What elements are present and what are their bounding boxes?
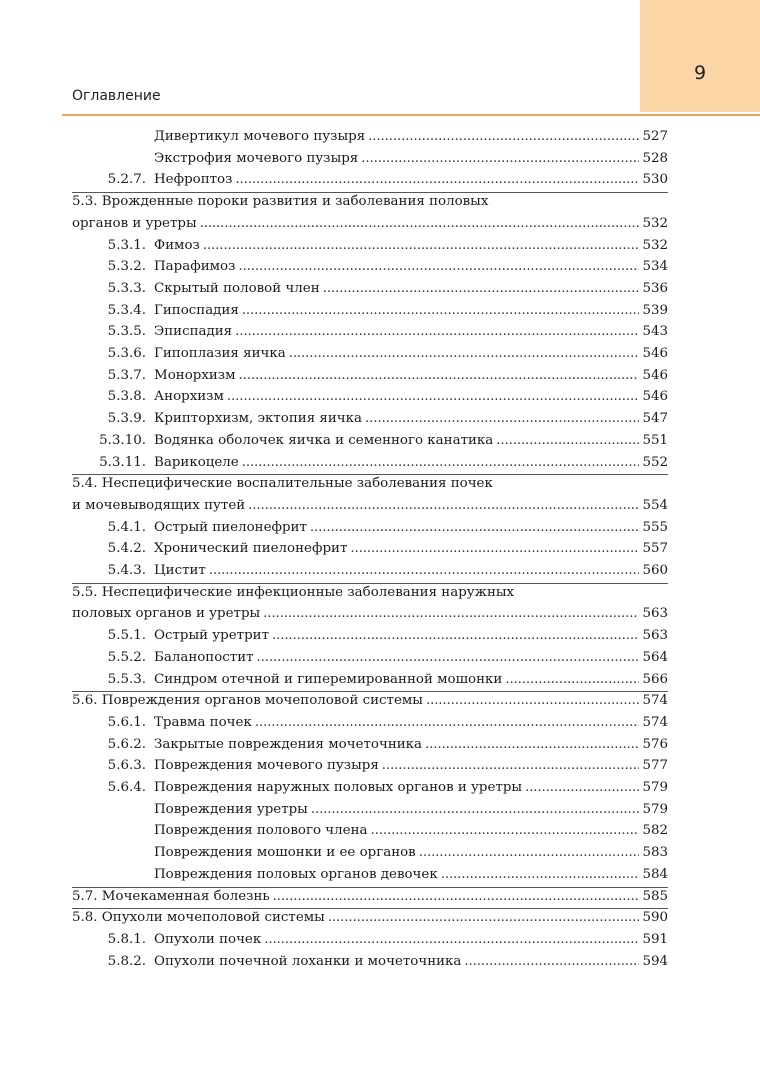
toc-entry bbox=[72, 929, 668, 951]
leader-dots bbox=[525, 777, 639, 799]
toc-entry-page: 527 bbox=[642, 129, 668, 144]
toc-entry-number: 5.3.8. bbox=[107, 389, 146, 405]
toc-entry-title: 5.3. Врожденные пороки развития и заболевания половых bbox=[72, 194, 489, 210]
toc-entry-page: 546 bbox=[642, 389, 668, 405]
toc-entry-line bbox=[72, 452, 668, 474]
toc-entry bbox=[72, 386, 668, 408]
toc-entry bbox=[72, 582, 668, 625]
toc-entry-title: Дивертикул мочевого пузыря bbox=[154, 129, 366, 144]
toc-entry-line bbox=[72, 430, 668, 452]
toc-entry bbox=[72, 430, 668, 452]
leader-dots bbox=[328, 907, 640, 929]
toc-entry-title: Цистит bbox=[154, 563, 206, 578]
toc-entry bbox=[72, 864, 668, 886]
leader-dots bbox=[264, 929, 639, 951]
toc-entry-page: 532 bbox=[642, 215, 668, 231]
leader-dots bbox=[235, 169, 639, 191]
toc-entry-page: 563 bbox=[642, 628, 668, 644]
toc-entry-title: Повреждения половых органов девочек bbox=[154, 866, 438, 882]
toc-entry bbox=[72, 951, 668, 973]
toc-entry bbox=[72, 300, 668, 322]
toc-entry bbox=[72, 256, 668, 278]
toc-entry-number: 5.8.2. bbox=[107, 953, 146, 969]
toc-entry-number: 5.3.6. bbox=[107, 346, 146, 361]
toc-entry-page: 532 bbox=[642, 237, 668, 253]
toc-entry-number: 5.3.3. bbox=[107, 280, 146, 296]
toc-entry-title-continued: органов и уретры bbox=[72, 215, 197, 231]
toc-entry-page: 579 bbox=[642, 780, 668, 795]
toc-entry-page: 590 bbox=[642, 910, 668, 926]
toc-entry-title: Баланопостит bbox=[154, 649, 254, 665]
toc-entry-line bbox=[72, 321, 668, 343]
toc-entry-page: 576 bbox=[642, 736, 668, 752]
leader-dots bbox=[496, 430, 639, 452]
leader-dots bbox=[203, 235, 640, 257]
leader-dots bbox=[464, 951, 639, 973]
toc-entry-page: 574 bbox=[642, 693, 668, 709]
toc-entry-number: 5.4.2. bbox=[107, 541, 146, 557]
toc-entry-number: 5.4.1. bbox=[107, 519, 146, 535]
toc-entry-line bbox=[72, 777, 668, 799]
toc-entry-line bbox=[72, 842, 668, 864]
toc-entry-title: Повреждения мочевого пузыря bbox=[154, 758, 379, 774]
toc-entry-line bbox=[72, 278, 668, 300]
toc-entry-line bbox=[72, 517, 668, 539]
leader-dots bbox=[350, 538, 639, 560]
toc-entry-title-continued: и мочевыводящих путей bbox=[72, 497, 246, 513]
leader-dots bbox=[238, 256, 639, 278]
toc-entry-title: Экстрофия мочевого пузыря bbox=[154, 150, 359, 166]
leader-dots bbox=[382, 755, 640, 777]
leader-dots bbox=[419, 842, 640, 864]
toc-entry-number: 5.5.2. bbox=[107, 649, 146, 665]
toc-entry bbox=[72, 169, 668, 191]
toc-entry-line bbox=[72, 864, 668, 886]
toc-entry-title: Повреждения полового члена bbox=[154, 823, 368, 839]
toc-entry-line bbox=[72, 256, 668, 278]
leader-dots bbox=[425, 734, 639, 756]
toc-entry bbox=[72, 842, 668, 864]
toc-entry-title: Монорхизм bbox=[154, 367, 236, 383]
toc-entry-page: 536 bbox=[642, 280, 668, 296]
leader-dots bbox=[239, 365, 640, 387]
toc-entry-title: Скрытый половой член bbox=[154, 280, 320, 296]
toc-entry-line bbox=[72, 169, 668, 191]
toc-entry bbox=[72, 538, 668, 560]
toc-entry bbox=[72, 126, 668, 148]
toc-entry-number: 5.3.5. bbox=[107, 324, 146, 340]
toc-entry-title: Парафимоз bbox=[154, 259, 236, 275]
toc-entry-page: 546 bbox=[642, 346, 668, 361]
toc-entry bbox=[72, 777, 668, 799]
toc-entry-page: 560 bbox=[642, 563, 668, 578]
toc-entry-title: Гипоплазия яичка bbox=[154, 346, 286, 361]
toc-entry-line bbox=[72, 603, 668, 625]
toc-entry-line bbox=[72, 951, 668, 973]
toc-entry-page: 530 bbox=[642, 172, 668, 188]
toc-entry-line bbox=[72, 734, 668, 756]
toc-entry-page: 585 bbox=[642, 888, 668, 904]
toc-entry-page: 534 bbox=[642, 259, 668, 275]
toc-entry bbox=[72, 365, 668, 387]
toc-entry-line bbox=[72, 820, 668, 842]
toc-entry-title: Варикоцеле bbox=[154, 454, 239, 470]
leader-dots bbox=[248, 495, 639, 517]
leader-dots bbox=[242, 452, 640, 474]
leader-dots bbox=[323, 278, 640, 300]
toc-entry-line bbox=[72, 538, 668, 560]
toc-entry-title: 5.6. Повреждения органов мочеполовой системы bbox=[72, 693, 423, 709]
toc-entry-title: Анорхизм bbox=[154, 389, 224, 405]
toc-entry-line bbox=[72, 408, 668, 430]
toc-entry-page: 583 bbox=[642, 845, 668, 861]
leader-dots bbox=[209, 560, 640, 582]
toc-entry-title: Повреждения мошонки и ее органов bbox=[154, 845, 416, 861]
toc-entry-title: Хронический пиелонефрит bbox=[154, 541, 348, 557]
toc-entry-page: 539 bbox=[642, 302, 668, 318]
toc-entry bbox=[72, 647, 668, 669]
leader-dots bbox=[426, 690, 639, 712]
toc-entry bbox=[72, 820, 668, 842]
toc-entry-title: 5.8. Опухоли мочеполовой системы bbox=[72, 910, 325, 926]
toc-entry-title-continued: половых органов и уретры bbox=[72, 606, 261, 622]
toc-entry-title: Повреждения уретры bbox=[154, 801, 308, 817]
leader-dots bbox=[441, 864, 640, 886]
toc-entry bbox=[72, 148, 668, 170]
leader-dots bbox=[371, 820, 640, 842]
page-number-box bbox=[640, 0, 760, 112]
toc-entry-title: Водянка оболочек яичка и семенного канатика bbox=[154, 432, 494, 448]
toc-entry-line bbox=[72, 755, 668, 777]
toc-entry-title: Закрытые повреждения мочеточника bbox=[154, 736, 423, 752]
toc-entry-line bbox=[72, 647, 668, 669]
leader-dots bbox=[227, 386, 640, 408]
toc-entry-line bbox=[72, 712, 668, 734]
toc-entry bbox=[72, 191, 668, 234]
toc-entry-number: 5.3.11. bbox=[99, 454, 146, 470]
toc-entry-page: 552 bbox=[642, 454, 668, 470]
toc-entry-title: Гипоспадия bbox=[154, 302, 239, 318]
toc-entry-page: 554 bbox=[642, 497, 668, 513]
toc-entry bbox=[72, 886, 668, 908]
toc-entry bbox=[72, 452, 668, 474]
toc-entry-page: 594 bbox=[642, 953, 668, 969]
leader-dots bbox=[361, 148, 639, 170]
toc-entry-line bbox=[72, 343, 668, 365]
toc-entry bbox=[72, 625, 668, 647]
toc-entry-page: 564 bbox=[642, 649, 668, 665]
toc-entry-line bbox=[72, 213, 668, 235]
toc-entry-title: 5.5. Неспецифические инфекционные заболевания наружных bbox=[72, 584, 515, 600]
toc-entry-page: 528 bbox=[642, 150, 668, 166]
toc-entry-line bbox=[72, 386, 668, 408]
leader-dots bbox=[273, 886, 640, 908]
toc-entry-title: Острый уретрит bbox=[154, 628, 269, 644]
toc-entry-page: 555 bbox=[642, 519, 668, 535]
leader-dots bbox=[311, 799, 640, 821]
toc-entry-title: Травма почек bbox=[154, 714, 252, 730]
header-rule bbox=[62, 114, 760, 116]
toc-entry-line bbox=[72, 799, 668, 821]
leader-dots bbox=[257, 647, 640, 669]
toc-entry-line bbox=[72, 191, 668, 213]
toc-entry-page: 557 bbox=[642, 541, 668, 557]
toc-entry-number: 5.3.2. bbox=[107, 259, 146, 275]
toc-entry-title: Крипторхизм, эктопия яичка bbox=[154, 411, 363, 427]
toc-entry-number: 5.6.3. bbox=[107, 758, 146, 774]
toc-entry-line bbox=[72, 582, 668, 604]
toc-entry-number: 5.6.1. bbox=[107, 714, 146, 730]
toc-entry bbox=[72, 517, 668, 539]
toc-entry-line bbox=[72, 235, 668, 257]
leader-dots bbox=[235, 321, 639, 343]
leader-dots bbox=[242, 300, 640, 322]
toc-entry bbox=[72, 734, 668, 756]
toc-entry-line bbox=[72, 365, 668, 387]
leader-dots bbox=[505, 669, 639, 691]
toc-entry bbox=[72, 712, 668, 734]
toc-entry-line bbox=[72, 929, 668, 951]
toc-entry bbox=[72, 907, 668, 929]
leader-dots bbox=[289, 343, 640, 365]
leader-dots bbox=[263, 603, 639, 625]
toc-entry-title: Фимоз bbox=[154, 237, 200, 253]
toc-entry-number: 5.6.4. bbox=[107, 780, 146, 795]
toc-entry-line bbox=[72, 473, 668, 495]
toc-entry-line bbox=[72, 886, 668, 908]
toc-entry-line bbox=[72, 495, 668, 517]
toc-entry-number: 5.5.3. bbox=[107, 671, 146, 687]
toc-entry-page: 584 bbox=[642, 866, 668, 882]
leader-dots bbox=[365, 408, 639, 430]
toc-entry-title: Опухоли почек bbox=[154, 931, 262, 947]
toc-entry bbox=[72, 799, 668, 821]
toc-entry bbox=[72, 235, 668, 257]
toc-entry bbox=[72, 321, 668, 343]
toc-entry-page: 591 bbox=[642, 931, 668, 947]
toc-entry bbox=[72, 690, 668, 712]
toc-entry-number: 5.2.7. bbox=[107, 172, 146, 188]
toc-entry-line bbox=[72, 148, 668, 170]
toc-entry-line bbox=[72, 669, 668, 691]
toc-entry bbox=[72, 343, 668, 365]
toc-entry bbox=[72, 473, 668, 516]
toc-entry-line bbox=[72, 300, 668, 322]
toc-entry-title: Синдром отечной и гиперемированной мошонки bbox=[154, 671, 503, 687]
toc-entry bbox=[72, 755, 668, 777]
leader-dots bbox=[255, 712, 640, 734]
toc-entry-number: 5.5.1. bbox=[107, 628, 146, 644]
leader-dots bbox=[272, 625, 639, 647]
toc-entry-number: 5.8.1. bbox=[107, 931, 146, 947]
running-head: Оглавление bbox=[72, 88, 161, 104]
toc-entry-number: 5.4.3. bbox=[107, 563, 146, 578]
toc-entry-number: 5.6.2. bbox=[107, 736, 146, 752]
toc-entry-line bbox=[72, 690, 668, 712]
page-number: 9 bbox=[693, 62, 707, 84]
toc-entry-page: 547 bbox=[642, 411, 668, 427]
toc-entry bbox=[72, 408, 668, 430]
toc-entry bbox=[72, 669, 668, 691]
toc-entry-page: 582 bbox=[642, 823, 668, 839]
toc-entry-page: 563 bbox=[642, 606, 668, 622]
toc-entry-page: 551 bbox=[642, 432, 668, 448]
toc-entry-page: 543 bbox=[642, 324, 668, 340]
toc-entry-number: 5.3.1. bbox=[107, 237, 146, 253]
toc-entry-line bbox=[72, 560, 668, 582]
toc-entry-number: 5.3.7. bbox=[107, 367, 146, 383]
toc-entry bbox=[72, 278, 668, 300]
toc-entry-title: Опухоли почечной лоханки и мочеточника bbox=[154, 953, 462, 969]
toc-entry-line bbox=[72, 126, 668, 148]
toc-entry-title: Нефроптоз bbox=[154, 172, 233, 188]
toc-entry-number: 5.3.10. bbox=[99, 432, 146, 448]
toc-entry bbox=[72, 560, 668, 582]
toc-entry-page: 579 bbox=[642, 801, 668, 817]
toc-entry-page: 574 bbox=[642, 714, 668, 730]
toc-entry-page: 546 bbox=[642, 367, 668, 383]
toc-entry-line bbox=[72, 907, 668, 929]
toc-entry-page: 566 bbox=[642, 671, 668, 687]
toc-entry-page: 577 bbox=[642, 758, 668, 774]
toc-entry-title: Острый пиелонефрит bbox=[154, 519, 307, 535]
toc-entry-number: 5.3.4. bbox=[107, 302, 146, 318]
toc-entry-line bbox=[72, 625, 668, 647]
toc-entry-title: 5.4. Неспецифические воспалительные заболевания почек bbox=[72, 476, 493, 492]
leader-dots bbox=[310, 517, 640, 539]
toc-entry-title: Повреждения наружных половых органов и уретры bbox=[154, 780, 523, 795]
leader-dots bbox=[200, 213, 640, 235]
toc-entry-number: 5.3.9. bbox=[107, 411, 146, 427]
toc-entry-title: Эписпадия bbox=[154, 324, 233, 340]
toc-entry-title: 5.7. Мочекаменная болезнь bbox=[72, 888, 270, 904]
leader-dots bbox=[368, 126, 639, 148]
